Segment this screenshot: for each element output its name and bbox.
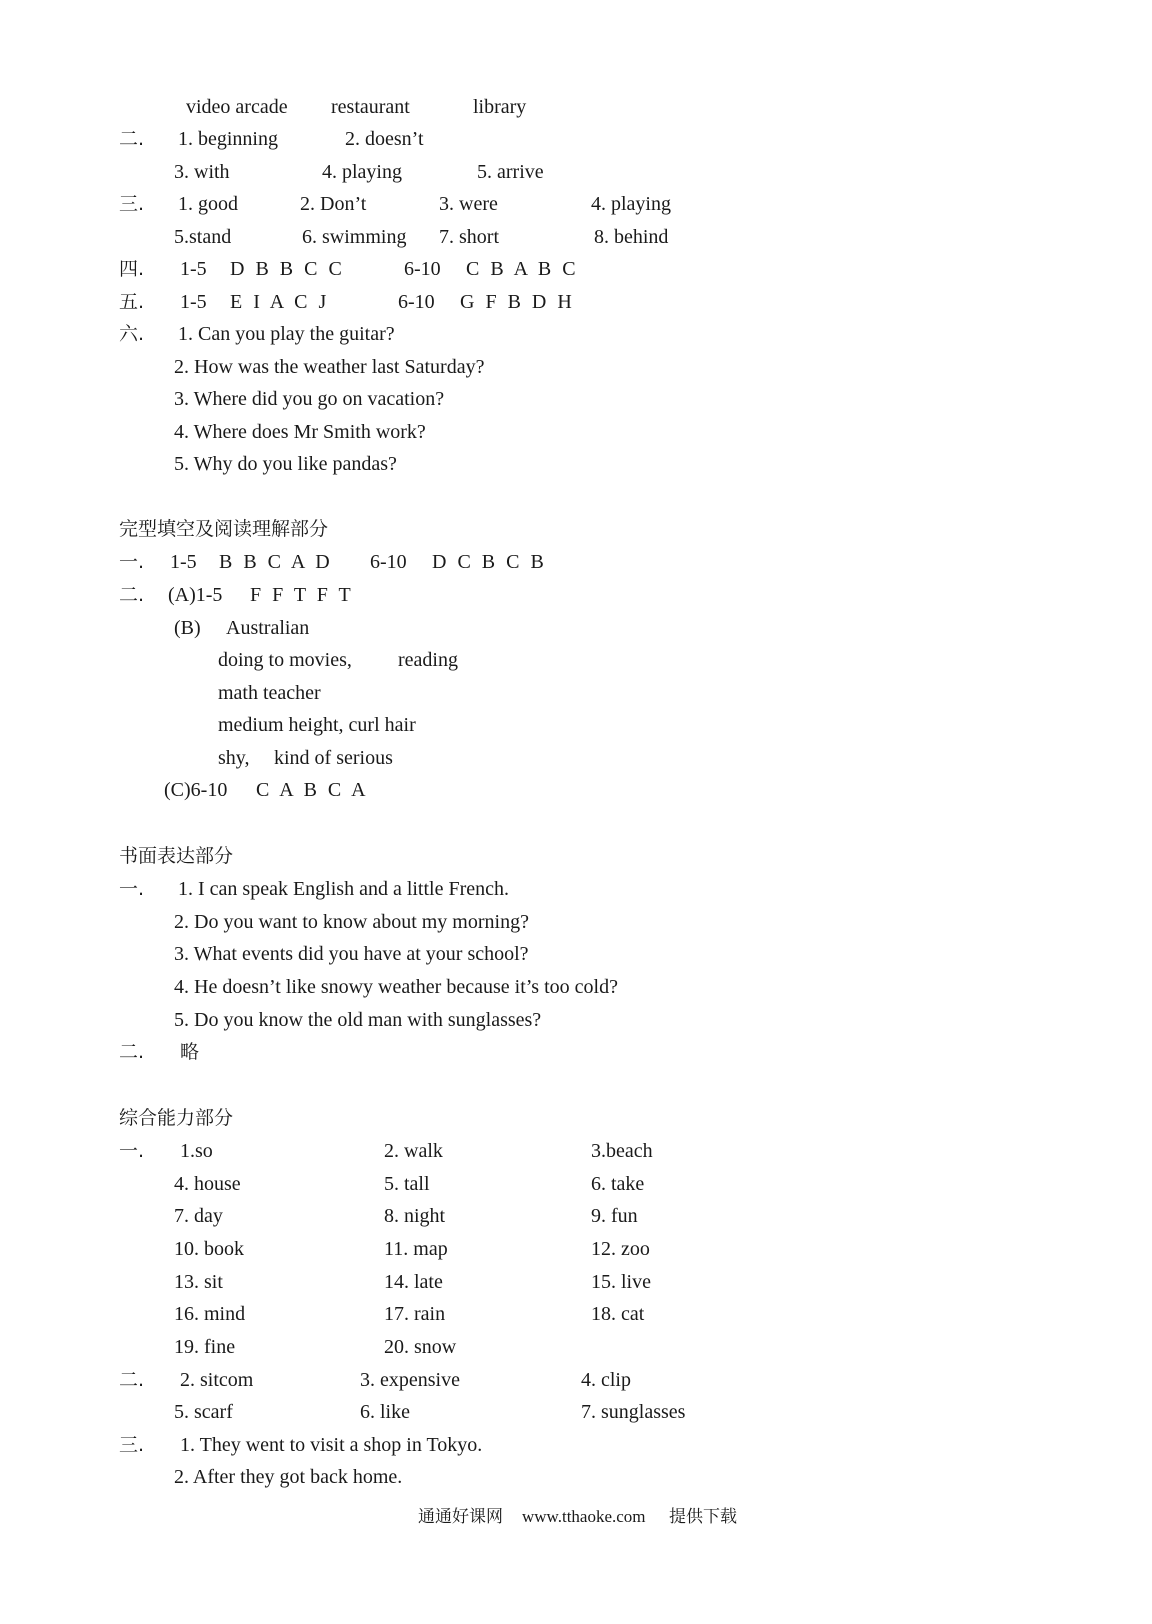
answer-text: shy, bbox=[218, 747, 250, 769]
section-label: 二. bbox=[119, 1369, 145, 1391]
answer-text: 16. mind bbox=[174, 1303, 246, 1325]
answer-text: 15. live bbox=[591, 1271, 651, 1293]
answer-text: 17. rain bbox=[384, 1303, 446, 1325]
footer-site-name: 通通好课网 bbox=[418, 1507, 503, 1527]
answer-key: G F B D H bbox=[460, 291, 575, 313]
answer-sentence: 5. Do you know the old man with sunglasses? bbox=[174, 1009, 542, 1031]
answer-text: 10. book bbox=[174, 1238, 244, 1260]
section-title: 完型填空及阅读理解部分 bbox=[119, 518, 329, 540]
answer-text: 7. short bbox=[439, 226, 499, 248]
answer-sentence: 1. They went to visit a shop in Tokyo. bbox=[180, 1434, 483, 1456]
answer-text: doing to movies, bbox=[218, 649, 352, 671]
answer-key: C B A B C bbox=[466, 258, 579, 280]
section-label: 二. bbox=[119, 128, 145, 150]
footer-note: 提供下载 bbox=[669, 1507, 737, 1527]
part-label: (C)6-10 bbox=[164, 779, 228, 801]
answer-sentence: 2. Do you want to know about my morning? bbox=[174, 911, 529, 933]
answer-text: 1.so bbox=[180, 1140, 213, 1162]
answer-sentence: 4. He doesn’t like snowy weather because it’s too cold? bbox=[174, 976, 618, 998]
answer-key: C A B C A bbox=[256, 779, 369, 801]
answer-text: 14. late bbox=[384, 1271, 443, 1293]
section-label: 三. bbox=[119, 1434, 145, 1456]
answer-text: Australian bbox=[226, 617, 310, 639]
section-label: 五. bbox=[119, 291, 145, 313]
answer-text: reading bbox=[398, 649, 458, 671]
answer-text: 3.beach bbox=[591, 1140, 653, 1162]
range-label: 6-10 bbox=[370, 551, 407, 573]
answer-text: 8. behind bbox=[594, 226, 669, 248]
answer-text: 4. playing bbox=[591, 193, 671, 215]
answer-text: 略 bbox=[180, 1041, 200, 1063]
range-label: 6-10 bbox=[398, 291, 435, 313]
answer-text: 1. good bbox=[178, 193, 238, 215]
section-label: 三. bbox=[119, 193, 145, 215]
answer-text: 4. clip bbox=[581, 1369, 631, 1391]
range-label: 1-5 bbox=[180, 258, 207, 280]
answer-key: D B B C C bbox=[230, 258, 345, 280]
answer-key: F F T F T bbox=[250, 584, 354, 606]
answer-text: 7. day bbox=[174, 1205, 223, 1227]
answer-text: 8. night bbox=[384, 1205, 446, 1227]
section-label: 六. bbox=[119, 323, 145, 345]
section-label: 四. bbox=[119, 258, 145, 280]
answer-key: D C B C B bbox=[432, 551, 547, 573]
answer-sentence: 2. How was the weather last Saturday? bbox=[174, 356, 485, 378]
answer-text: video arcade bbox=[186, 96, 288, 118]
answer-text: 2. sitcom bbox=[180, 1369, 254, 1391]
answer-text: 3. with bbox=[174, 161, 230, 183]
section-label: 二. bbox=[119, 1041, 145, 1063]
section-label: 二. bbox=[119, 584, 145, 606]
answer-text: 18. cat bbox=[591, 1303, 645, 1325]
answer-text: restaurant bbox=[331, 96, 410, 118]
answer-sentence: 5. Why do you like pandas? bbox=[174, 453, 397, 475]
answer-sentence: 3. What events did you have at your school? bbox=[174, 943, 529, 965]
answer-key: B B C A D bbox=[219, 551, 333, 573]
range-label: 1-5 bbox=[180, 291, 207, 313]
answer-text: 5.stand bbox=[174, 226, 232, 248]
answer-sentence: 4. Where does Mr Smith work? bbox=[174, 421, 426, 443]
answer-text: 20. snow bbox=[384, 1336, 457, 1358]
answer-sentence: 3. Where did you go on vacation? bbox=[174, 388, 445, 410]
answer-text: 4. playing bbox=[322, 161, 402, 183]
answer-text: 9. fun bbox=[591, 1205, 638, 1227]
answer-text: 5. tall bbox=[384, 1173, 430, 1195]
answer-text: 5. scarf bbox=[174, 1401, 233, 1423]
section-label: 一. bbox=[119, 551, 145, 573]
answer-text: 19. fine bbox=[174, 1336, 236, 1358]
range-label: 6-10 bbox=[404, 258, 441, 280]
answer-text: 12. zoo bbox=[591, 1238, 650, 1260]
answer-text: 6. swimming bbox=[302, 226, 407, 248]
section-title: 综合能力部分 bbox=[119, 1107, 234, 1129]
answer-text: 6. take bbox=[591, 1173, 645, 1195]
answer-text: kind of serious bbox=[274, 747, 393, 769]
answer-text: 5. arrive bbox=[477, 161, 544, 183]
answer-text: 2. walk bbox=[384, 1140, 443, 1162]
answer-text: 2. Don’t bbox=[300, 193, 367, 215]
answer-sentence: 1. I can speak English and a little French. bbox=[178, 878, 510, 900]
answer-text: 1. beginning bbox=[178, 128, 278, 150]
answer-text: 11. map bbox=[384, 1238, 448, 1260]
answer-sentence: 1. Can you play the guitar? bbox=[178, 323, 395, 345]
section-title: 书面表达部分 bbox=[119, 845, 234, 867]
answer-text: 13. sit bbox=[174, 1271, 223, 1293]
answer-text: 2. doesn’t bbox=[345, 128, 424, 150]
part-label: (A)1-5 bbox=[168, 584, 223, 606]
part-label: (B) bbox=[174, 617, 201, 639]
answer-text: 3. expensive bbox=[360, 1369, 460, 1391]
range-label: 1-5 bbox=[170, 551, 197, 573]
section-label: 一. bbox=[119, 1140, 145, 1162]
answer-text: 6. like bbox=[360, 1401, 410, 1423]
answer-text: library bbox=[473, 96, 527, 118]
answer-text: 3. were bbox=[439, 193, 498, 215]
answer-text: 4. house bbox=[174, 1173, 241, 1195]
section-label: 一. bbox=[119, 878, 145, 900]
footer-url[interactable]: www.tthaoke.com bbox=[522, 1507, 646, 1526]
answer-sentence: 2. After they got back home. bbox=[174, 1466, 403, 1488]
answer-key: E I A C J bbox=[230, 291, 330, 313]
answer-text: math teacher bbox=[218, 682, 321, 704]
answer-text: 7. sunglasses bbox=[581, 1401, 686, 1423]
answer-text: medium height, curl hair bbox=[218, 714, 416, 736]
